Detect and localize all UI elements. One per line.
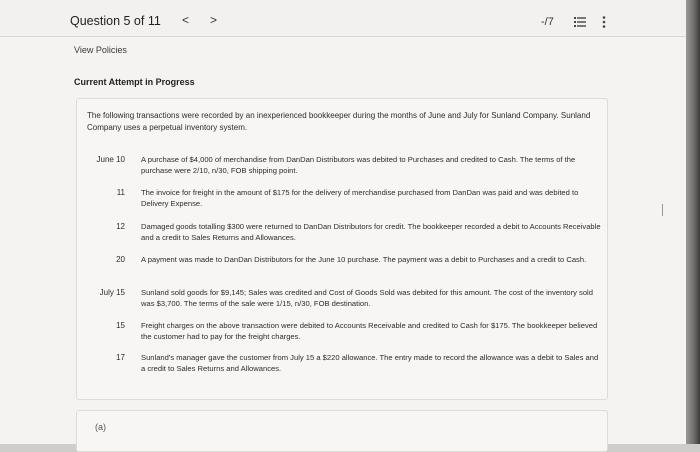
transaction-date: June 10 xyxy=(96,155,125,164)
part-a-card xyxy=(76,410,608,452)
view-policies-link[interactable]: View Policies xyxy=(74,45,127,55)
transaction-text: Damaged goods totalling $300 were returned to DanDan Distributors for credit. The bookkeeper recorded a debit to Accounts Receivable and a credit to Sales Returns and Allowances. xyxy=(141,222,601,242)
text-cursor xyxy=(662,204,663,216)
transaction-text: Sunland sold goods for $9,145; Sales was credited and Cost of Goods Sold was debited for this amount. The cost of the inventory sold was $3,700. The terms of the sale were 1/15, n/30, FOB destination. xyxy=(141,288,593,308)
screen-bezel xyxy=(686,0,700,444)
transaction-text: A purchase of $4,000 of merchandise from DanDan Distributors was debited to Purchases and credited to Cash. The terms of the purchase were 2/10, n/30, FOB shipping point. xyxy=(141,155,576,175)
part-label: (a) xyxy=(95,422,106,432)
transaction-text: Sunland's manager gave the customer from July 15 a $220 allowance. The entry made to record the allowance was a debit to Sales and a credit to Sales Returns and Allowances. xyxy=(141,353,599,373)
next-question-button[interactable]: > xyxy=(210,13,218,27)
question-header xyxy=(0,0,686,37)
transaction-date: 15 xyxy=(116,321,125,330)
question-counter: Question 5 of 11 xyxy=(70,14,161,28)
list-icon[interactable] xyxy=(574,17,586,27)
attempt-status: Current Attempt in Progress xyxy=(74,77,195,87)
transaction-date: 20 xyxy=(116,255,125,264)
transaction-date: 12 xyxy=(116,222,125,231)
transaction-text: The invoice for freight in the amount of $175 for the delivery of merchandise purchased from DanDan was paid and was debited to Delivery Expense. xyxy=(141,188,579,208)
transaction-date: July 15 xyxy=(99,288,125,297)
transaction-text: Freight charges on the above transaction were debited to Accounts Receivable and credited to Cash for $175. The bookkeeper believed the customer had to pay for the freight charges. xyxy=(141,321,598,341)
more-options-icon[interactable] xyxy=(602,16,606,28)
transaction-text: A payment was made to DanDan Distributors for the June 10 purchase. The payment was a debit to Purchases and a credit to Cash. xyxy=(141,255,587,264)
problem-card xyxy=(76,98,608,400)
transaction-date: 17 xyxy=(116,353,125,362)
problem-intro: The following transactions were recorded by an inexperienced bookkeeper during the months of June and July for Sunland Company. Sunland Company uses a perpetual inventory system. xyxy=(87,111,591,132)
previous-question-button[interactable]: < xyxy=(182,13,190,27)
score-display: -/7 xyxy=(541,16,554,28)
transaction-date: 11 xyxy=(116,188,125,197)
